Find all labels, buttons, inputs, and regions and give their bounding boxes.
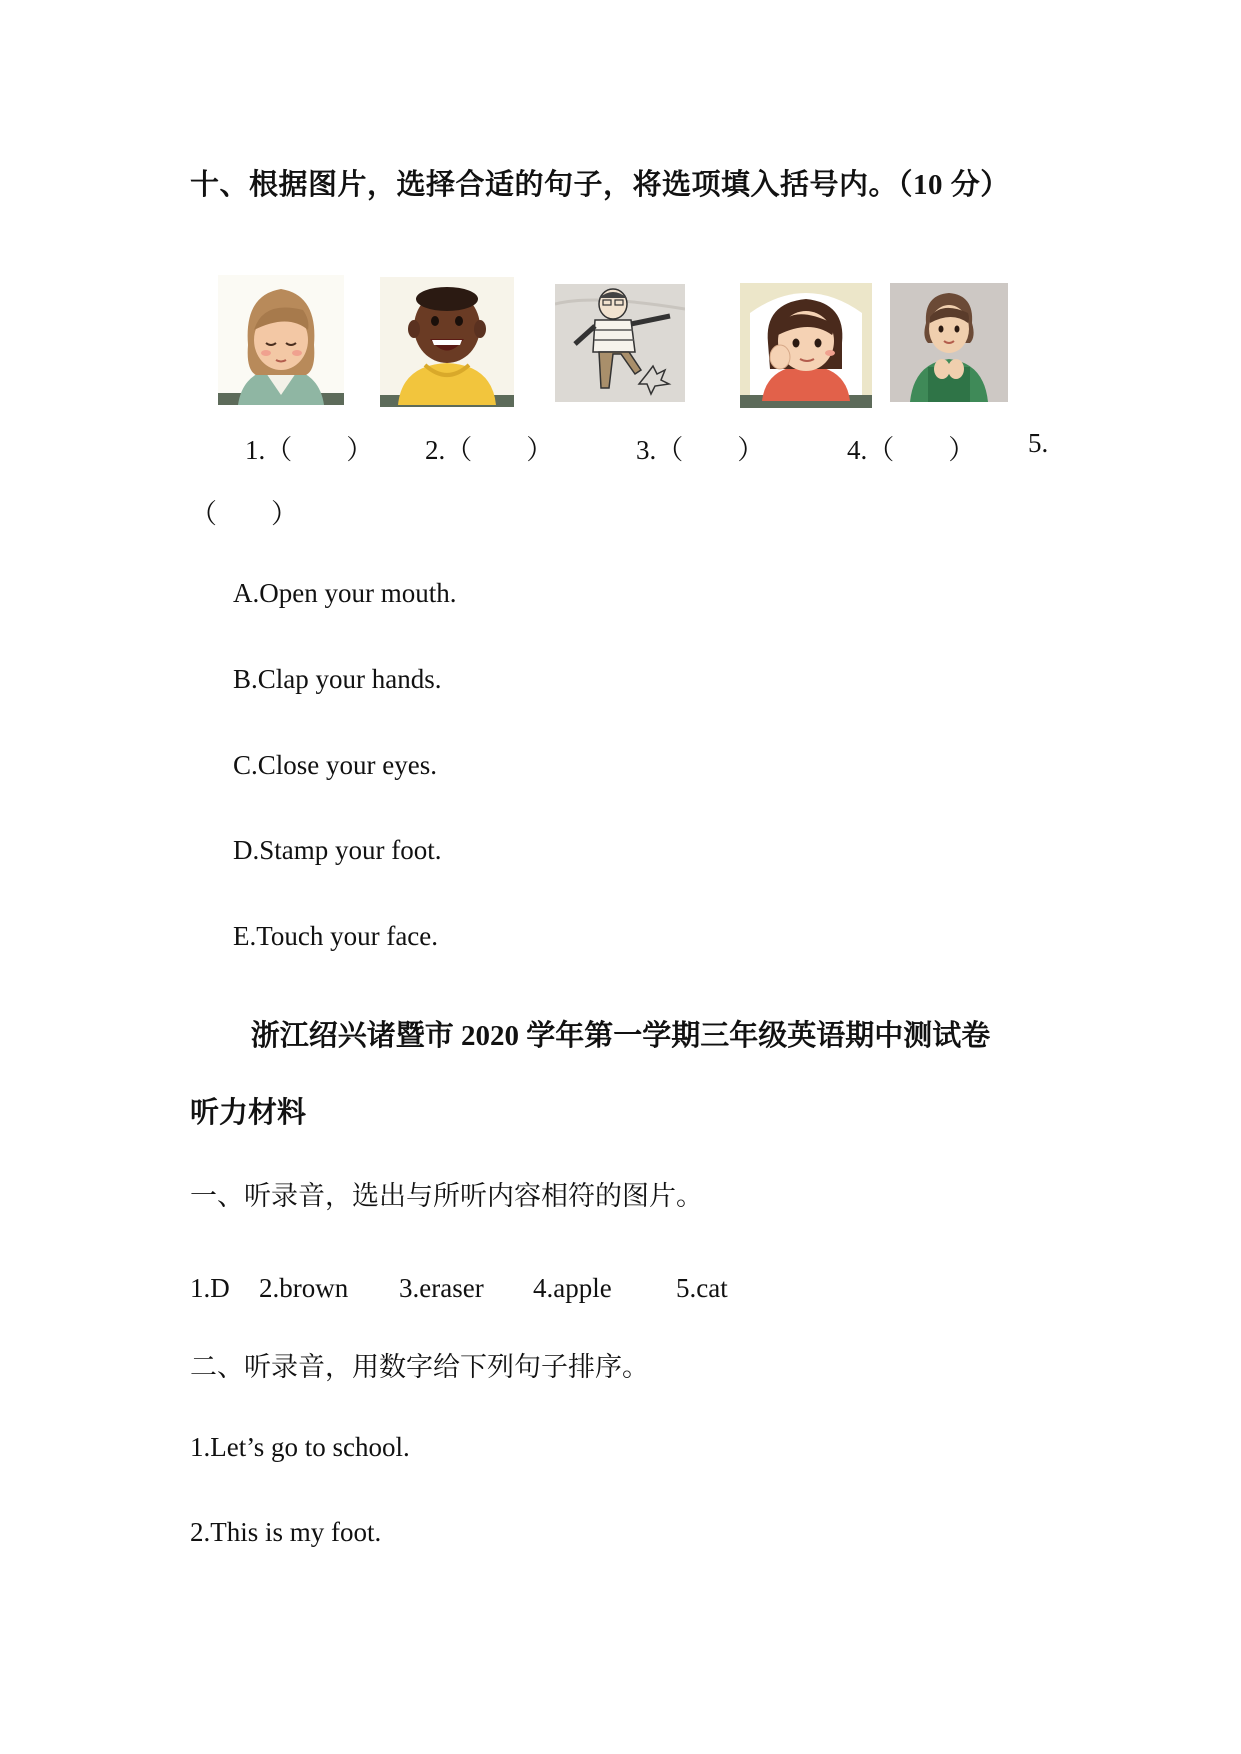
paper-title: 浙江绍兴诸暨市 2020 学年第一学期三年级英语期中测试卷	[250, 1020, 991, 1052]
part1-answer-3: 3.eraser	[399, 1273, 484, 1303]
part1-answer-4: 4.apple	[533, 1273, 612, 1303]
part1-answer-1: 1.D	[190, 1273, 230, 1303]
picture-girl-closed-eyes	[218, 275, 344, 405]
option-b: B.Clap your hands.	[233, 664, 442, 694]
answer-blank-5[interactable]: 5.	[1028, 428, 1049, 458]
answer-blank-2[interactable]: 2.（ ）	[425, 435, 554, 465]
part1-answer-2: 2.brown	[259, 1273, 349, 1303]
answer-blank-3[interactable]: 3.（ ）	[636, 435, 765, 465]
section-10-title: 十、根据图片，选择合适的句子，将选项填入括号内。（10 分）	[190, 169, 1010, 201]
listening-part2-title: 二、听录音，用数字给下列句子排序。	[190, 1352, 649, 1382]
answer-blank-4[interactable]: 4.（ ）	[847, 435, 976, 465]
part2-line-2: 2.This is my foot.	[190, 1517, 382, 1547]
answer-blank-1[interactable]: 1.（ ）	[245, 435, 374, 465]
picture-girl-clap-hands	[890, 283, 1008, 402]
picture-girl-touch-face	[740, 283, 872, 408]
part1-answer-5: 5.cat	[676, 1273, 728, 1303]
option-e: E.Touch your face.	[233, 921, 439, 951]
option-c: C.Close your eyes.	[233, 750, 437, 780]
option-a: A.Open your mouth.	[233, 578, 457, 608]
listening-part1-title: 一、听录音，选出与所听内容相符的图片。	[190, 1181, 703, 1211]
picture-boy-open-mouth	[380, 277, 514, 407]
option-d: D.Stamp your foot.	[233, 835, 442, 865]
picture-boy-stamp-foot	[555, 284, 685, 402]
answer-blank-5-bracket[interactable]: （ ）	[190, 499, 298, 529]
part2-line-1: 1.Let’s go to school.	[190, 1432, 410, 1462]
listening-heading: 听力材料	[190, 1097, 307, 1129]
